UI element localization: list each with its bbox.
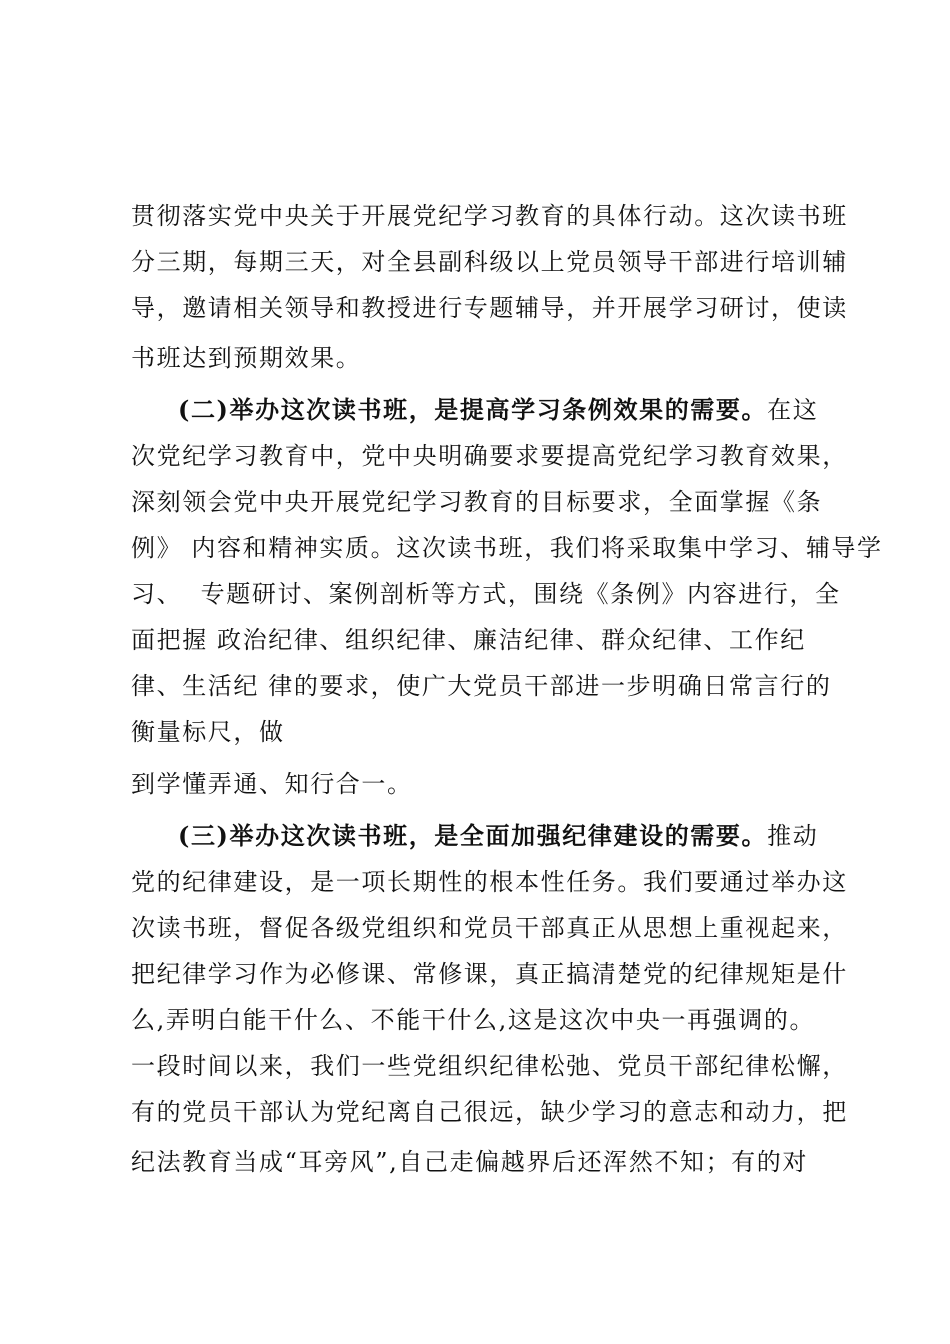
paragraph-line: 习、 专题研讨、案例剖析等方式，围绕《条例》内容进行，全: [131, 580, 841, 608]
section-heading-line: [178, 395, 818, 425]
paragraph-text: 在这: [767, 396, 819, 424]
paragraph-line: 律、生活纪 律的要求，使广大党员干部进一步明确日常言行的: [131, 672, 832, 700]
section-heading: (三)举办这次读书班，是全面加强纪律建设的需要。: [178, 821, 768, 850]
paragraph-line: 党的纪律建设，是一项长期性的根本性任务。我们要通过举办这: [131, 868, 848, 896]
paragraph-line: 到学懂弄通、知行合一。: [131, 770, 413, 798]
paragraph-line: 么,弄明白能干什么、不能干什么,这是这次中央一再强调的。: [131, 1006, 816, 1034]
paragraph-line: 纪法教育当成“耳旁风”,自己走偏越界后还浑然不知；有的对: [131, 1148, 808, 1176]
paragraph-line: 次读书班，督促各级党组织和党员干部真正从思想上重视起来，: [131, 914, 848, 942]
paragraph-line: 一段时间以来，我们一些党组织纪律松弛、党员干部纪律松懈，: [131, 1052, 848, 1080]
paragraph-text: 推动: [767, 822, 819, 850]
paragraph-line: 导，邀请相关领导和教授进行专题辅导，并开展学习研讨，使读: [131, 294, 848, 322]
paragraph-line: 深刻领会党中央开展党纪学习教育的目标要求，全面掌握《条: [131, 488, 823, 516]
paragraph-line: 面把握 政治纪律、组织纪律、廉洁纪律、群众纪律、工作纪: [131, 626, 806, 654]
paragraph-line: 次党纪学习教育中，党中央明确要求要提高党纪学习教育效果，: [131, 442, 848, 470]
paragraph-line: 例》 内容和精神实质。这次读书班，我们将采取集中学习、辅导学: [131, 534, 883, 562]
paragraph-line: 有的党员干部认为党纪离自己很远，缺少学习的意志和动力，把: [131, 1098, 848, 1126]
paragraph-line: 把纪律学习作为必修课、常修课，真正搞清楚党的纪律规矩是什: [131, 960, 848, 988]
paragraph-line: 贯彻落实党中央关于开展党纪学习教育的具体行动。这次读书班: [131, 202, 848, 230]
section-heading-line: [178, 821, 818, 851]
paragraph-line: 衡量标尺，做: [131, 718, 285, 746]
paragraph-line: 书班达到预期效果。: [131, 344, 362, 372]
section-heading: (二)举办这次读书班，是提高学习条例效果的需要。: [178, 395, 768, 424]
paragraph-line: 分三期，每期三天，对全县副科级以上党员领导干部进行培训辅: [131, 248, 848, 276]
